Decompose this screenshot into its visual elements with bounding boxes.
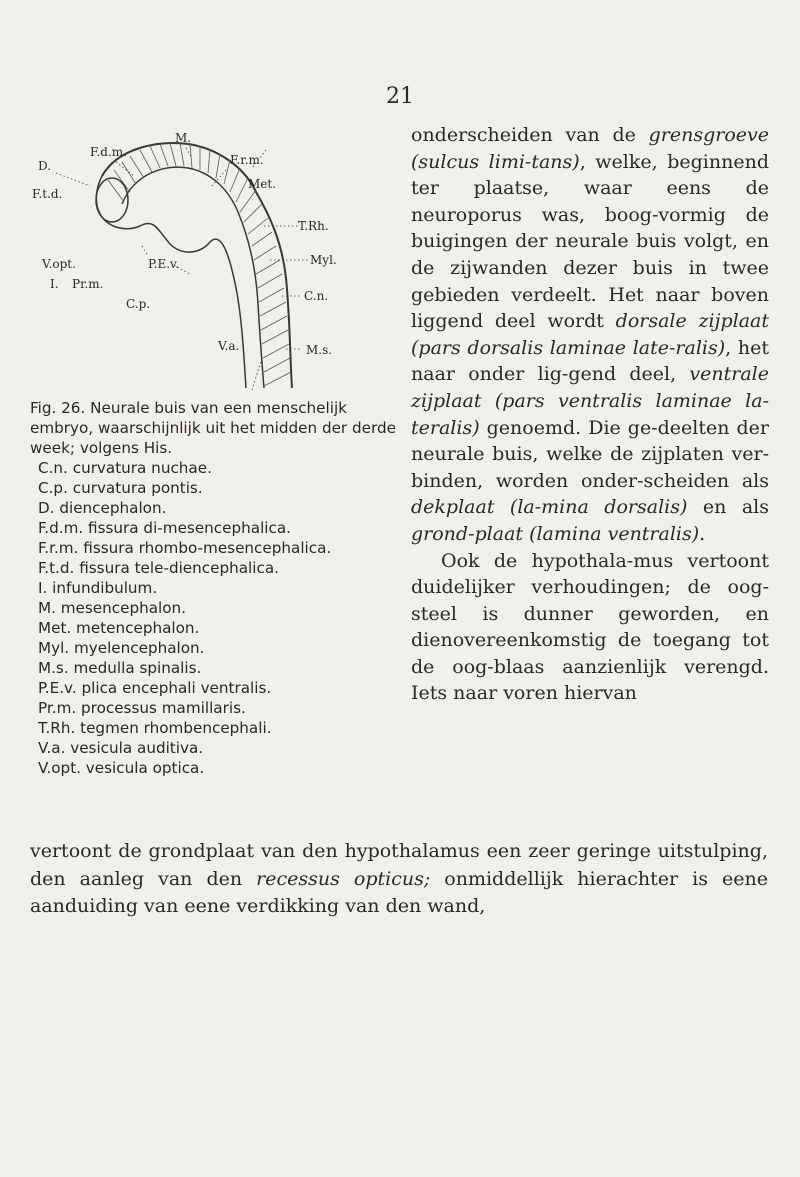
tube-ventral-outline (96, 176, 246, 388)
label-trh: T.Rh. (298, 219, 329, 233)
label-cp: C.p. (126, 297, 151, 311)
label-vopt: V.opt. (42, 257, 76, 271)
paragraph-sulcus-limitans: onderscheiden van de grensgroeve (sulcus limi-tans), welke, beginnend ter plaatse, waar eens de neuroporus was, boog-vormig de buigingen der neurale buis volgt, en de zijwanden dezer buis in twee gebieden verdeelt. Het naar boven liggend deel wordt dorsale zijplaat (pars dorsalis laminae late-ralis), het naar onder lig-gend deel, ventrale zijplaat (pars ventralis laminae la-teralis) genoemd. Die ge-deelten der neurale buis, welke de zijplaten ver-binden, worden onder-scheiden als dekplaat (la-mina dorsalis) en als grond-plaat (lamina ventralis). (411, 124, 769, 545)
legend-item: M. mesencephalon. (38, 599, 187, 617)
label-met: Met. (248, 177, 277, 191)
legend-item: C.p. curvatura pontis. (38, 479, 203, 497)
legend-item: P.E.v. plica encephali ventralis. (38, 679, 272, 697)
label-ftd: F.t.d. (32, 187, 63, 201)
label-myl: Myl. (310, 253, 337, 267)
legend-item: Myl. myelencephalon. (38, 639, 205, 657)
label-cn: C.n. (304, 289, 329, 303)
label-ms: M.s. (306, 343, 333, 357)
label-pev: P.E.v. (148, 257, 180, 271)
legend-item: F.t.d. fissura tele-diencephalica. (38, 559, 279, 577)
legend-item: F.r.m. fissura rhombo-mesencephalica. (38, 539, 332, 557)
body-text-bottom (30, 838, 768, 921)
legend-item: V.opt. vesicula optica. (38, 759, 205, 777)
legend-item: Met. metencephalon. (38, 619, 200, 637)
legend-item: F.d.m. fissura di-mesencephalica. (38, 519, 291, 537)
paragraph-recessus-opticus: vertoont de grondplaat van den hypothalamus een zeer geringe uitstulping, den aanleg van den recessus opticus; onmiddellijk hierachter is eene aanduiding van eene verdikking van den wand, (30, 840, 768, 917)
legend-item: T.Rh. tegmen rhombencephali. (38, 719, 272, 737)
label-m: M. (175, 131, 192, 145)
legend-item: I. infundibulum. (38, 579, 158, 597)
label-prm: Pr.m. (72, 277, 104, 291)
caption-title: Fig. 26. Neurale buis van een menschelijk embryo, waarschijnlijk uit het midden der derde week; volgens His. (30, 399, 396, 457)
label-va: V.a. (218, 339, 240, 353)
legend-item: M.s. medulla spinalis. (38, 659, 202, 677)
label-frm: F.r.m. (230, 153, 264, 167)
tube-inner-outline (122, 167, 264, 388)
caption-legend (30, 458, 410, 778)
legend-item: D. diencephalon. (38, 499, 167, 517)
legend-item: C.n. curvatura nuchae. (38, 459, 212, 477)
paragraph-hypothalamus: Ook de hypothala-mus vertoont duidelijker verhoudingen; de oog-steel is dunner geworden, en dienovereenkomstig de toegang tot de oog-blaas aanzienlijk verengd. Iets naar voren hiervan (411, 549, 769, 705)
label-fdm: F.d.m. (90, 145, 127, 159)
figure-neural-tube (30, 118, 405, 393)
label-d: D. (38, 159, 52, 173)
legend-item: V.a. vesicula auditiva. (38, 739, 204, 757)
legend-item: Pr.m. processus mamillaris. (38, 699, 246, 717)
page-number: 21 (386, 84, 414, 109)
label-i: I. (50, 277, 59, 291)
figure-caption (30, 398, 410, 778)
body-text-column (411, 122, 769, 707)
neural-tube-drawing (30, 118, 405, 393)
